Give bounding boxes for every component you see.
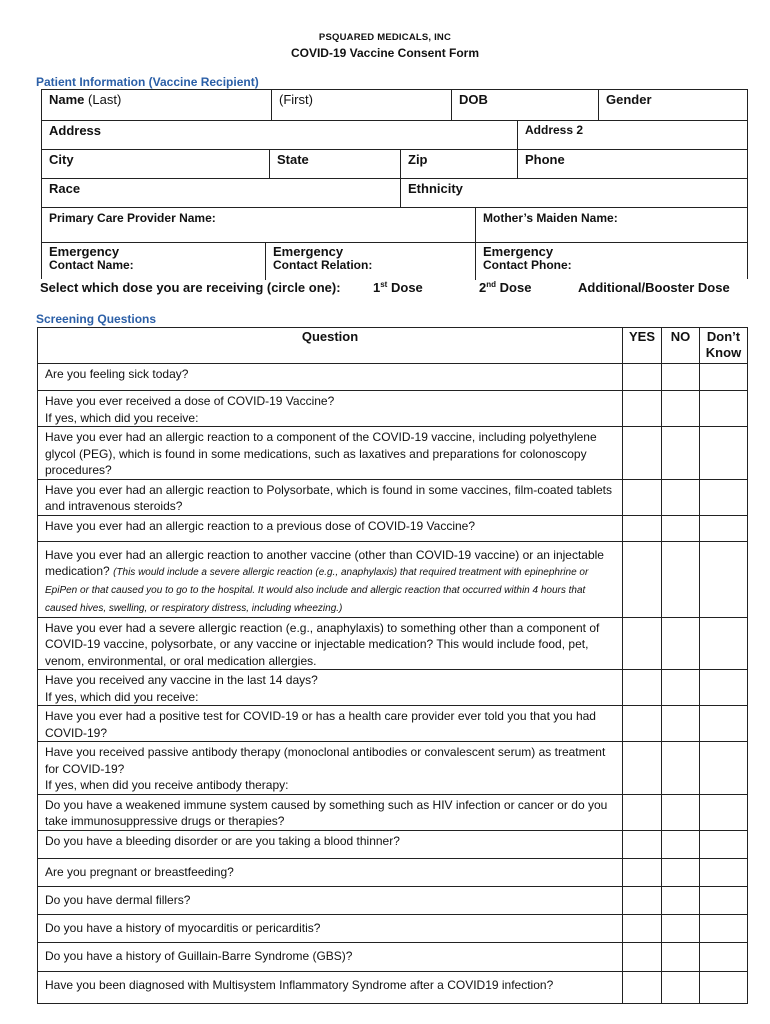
yes-cell[interactable] (623, 515, 662, 541)
state-label: State (277, 152, 309, 167)
yes-cell[interactable] (623, 742, 662, 795)
no-cell[interactable] (662, 794, 700, 830)
yes-cell[interactable] (623, 971, 662, 1003)
no-cell[interactable] (662, 858, 700, 886)
table-row (38, 617, 748, 670)
address2-label: Address 2 (525, 123, 584, 137)
dont-know-cell[interactable] (700, 858, 748, 886)
maiden-label: Mother’s Maiden Name: (483, 211, 618, 225)
table-row (38, 886, 748, 914)
patient-info-heading: Patient Information (Vaccine Recipient) (36, 75, 259, 89)
no-cell[interactable] (662, 479, 700, 515)
contact-phone-label: Contact Phone: (483, 258, 572, 272)
dont-know-cell[interactable] (700, 541, 748, 617)
table-row (38, 742, 748, 795)
no-cell[interactable] (662, 391, 700, 427)
dob-label: DOB (459, 92, 488, 107)
table-row (38, 971, 748, 1003)
dont-know-cell[interactable] (700, 391, 748, 427)
question-text: Have you ever had an allergic reaction to Polysorbate, which is found in some vaccines, film-coated tablets and intravenous steroids? (38, 479, 623, 515)
screening-table (37, 327, 748, 1004)
table-row (38, 364, 748, 391)
yes-cell[interactable] (623, 914, 662, 942)
table-row (38, 830, 748, 858)
question-text: Have you ever had a positive test for COVID-19 or has a health care provider ever told you that you had COVID-19? (38, 706, 623, 742)
dont-know-cell[interactable] (700, 886, 748, 914)
address-label: Address (49, 123, 102, 138)
question-text: Are you feeling sick today? (38, 364, 623, 391)
dob-field[interactable] (451, 90, 598, 121)
yes-cell[interactable] (623, 427, 662, 480)
no-cell[interactable] (662, 670, 700, 706)
no-cell[interactable] (662, 742, 700, 795)
no-cell[interactable] (662, 617, 700, 670)
contact-relation-label: Contact Relation: (273, 258, 373, 272)
yes-cell[interactable] (623, 541, 662, 617)
dont-know-cell[interactable] (700, 479, 748, 515)
ethnicity-label: Ethnicity (408, 181, 463, 196)
no-cell[interactable] (662, 706, 700, 742)
table-row (38, 706, 748, 742)
address2-field[interactable] (517, 121, 747, 150)
dont-know-cell[interactable] (700, 670, 748, 706)
question-text: Do you have a history of Guillain-Barre Syndrome (GBS)? (38, 942, 623, 971)
yes-cell[interactable] (623, 706, 662, 742)
question-text: Have you received passive antibody therapy (monoclonal antibodies or convalescent serum) as treatment for COVID-19? If yes, when did you receive antibody therapy: (38, 742, 623, 795)
ethnicity-field[interactable] (400, 179, 747, 208)
yes-cell[interactable] (623, 670, 662, 706)
dont-know-cell[interactable] (700, 617, 748, 670)
table-row (38, 670, 748, 706)
question-text: Have you ever had an allergic reaction to a previous dose of COVID-19 Vaccine? (38, 515, 623, 541)
pcp-field[interactable] (42, 208, 475, 243)
form-title: COVID-19 Vaccine Consent Form (290, 46, 480, 60)
race-label: Race (49, 181, 81, 196)
dont-know-cell[interactable] (700, 942, 748, 971)
first-dose-option[interactable]: 1st Dose (373, 280, 423, 295)
table-row (38, 479, 748, 515)
race-field[interactable] (42, 179, 400, 208)
question-text: Have you ever had an allergic reaction to another vaccine (other than COVID-19 vaccine) or an injectable medication? (This would include a severe allergic reaction (e.g., anaphylaxis) that required treatment with epinephrine or EpiPen or that caused you to go to the hospital. It would also include and allergic reaction that occurred within 4 hours that caused hives, swelling, or respiratory distress, including wheezing.) (38, 541, 623, 617)
emergency-label: Emergency (483, 244, 554, 259)
pi-row-emergency (42, 242, 747, 280)
question-text: Have you ever received a dose of COVID-19 Vaccine? If yes, which did you receive: (38, 391, 623, 427)
pi-row-city (42, 149, 747, 179)
emergency-label: Emergency (49, 244, 120, 259)
company-name: PSQUARED MEDICALS, INC (318, 32, 452, 43)
maiden-name-field[interactable] (475, 208, 747, 243)
patient-info-grid (41, 89, 748, 279)
dont-know-cell[interactable] (700, 914, 748, 942)
no-cell[interactable] (662, 971, 700, 1003)
table-row (38, 427, 748, 480)
dont-know-cell[interactable] (700, 427, 748, 480)
question-text: Do you have a history of myocarditis or pericarditis? (38, 914, 623, 942)
yes-cell[interactable] (623, 794, 662, 830)
question-text: Have you ever had an allergic reaction to a component of the COVID-19 vaccine, including polyethylene glycol (PEG), which is found in some medications, such as laxatives and preparations for colonoscopy procedures? (38, 427, 623, 480)
first-label: (First) (279, 92, 313, 107)
dont-know-cell[interactable] (700, 794, 748, 830)
yes-cell[interactable] (623, 830, 662, 858)
no-cell[interactable] (662, 515, 700, 541)
contact-relation-field[interactable] (265, 243, 475, 280)
contact-name-field[interactable] (42, 243, 265, 280)
first-name-field[interactable] (271, 90, 451, 121)
question-text: Do you have dermal fillers? (38, 886, 623, 914)
contact-phone-field[interactable] (475, 243, 747, 280)
table-row (38, 914, 748, 942)
yes-cell[interactable] (623, 391, 662, 427)
table-row (38, 942, 748, 971)
no-cell[interactable] (662, 942, 700, 971)
dont-know-cell[interactable] (700, 971, 748, 1003)
no-cell[interactable] (662, 914, 700, 942)
gender-field[interactable] (598, 90, 747, 121)
pi-row-provider (42, 207, 747, 243)
no-column-header: NO (662, 328, 700, 364)
question-text: Do you have a bleeding disorder or are you taking a blood thinner? (38, 830, 623, 858)
yes-cell[interactable] (623, 617, 662, 670)
question-text: Have you received any vaccine in the last 14 days? If yes, which did you receive: (38, 670, 623, 706)
question-text: Have you been diagnosed with Multisystem Inflammatory Syndrome after a COVID19 infection? (38, 971, 623, 1003)
yes-cell[interactable] (623, 364, 662, 391)
dont-know-column-header: Don’t Know (700, 328, 748, 364)
table-row (38, 794, 748, 830)
dose-prompt: Select which dose you are receiving (circle one): (40, 280, 341, 295)
contact-name-label: Contact Name: (49, 258, 134, 272)
booster-dose-option[interactable]: Additional/Booster Dose (578, 280, 730, 295)
dont-know-cell[interactable] (700, 742, 748, 795)
table-row (38, 515, 748, 541)
city-field[interactable] (42, 150, 269, 179)
table-row (38, 541, 748, 617)
emergency-label: Emergency (273, 244, 344, 259)
phone-label: Phone (525, 152, 565, 167)
dont-know-cell[interactable] (700, 830, 748, 858)
no-cell[interactable] (662, 427, 700, 480)
pi-row-race (42, 178, 747, 208)
last-name-field[interactable] (42, 90, 271, 121)
question-column-header: Question (38, 328, 623, 364)
yes-cell[interactable] (623, 942, 662, 971)
yes-cell[interactable] (623, 886, 662, 914)
second-dose-option[interactable]: 2nd Dose (479, 280, 532, 295)
yes-cell[interactable] (623, 479, 662, 515)
state-field[interactable] (269, 150, 400, 179)
question-text: Do you have a weakened immune system caused by something such as HIV infection or cancer or do you take immunosuppressive drugs or therapies? (38, 794, 623, 830)
pi-row-name (42, 89, 747, 121)
no-cell[interactable] (662, 830, 700, 858)
table-row (38, 858, 748, 886)
no-cell[interactable] (662, 541, 700, 617)
last-label: (Last) (88, 92, 122, 107)
pi-row-address (42, 120, 747, 150)
dont-know-cell[interactable] (700, 515, 748, 541)
zip-field[interactable] (400, 150, 517, 179)
gender-label: Gender (606, 92, 652, 107)
table-header-row (38, 328, 748, 364)
screening-heading: Screening Questions (36, 312, 157, 326)
yes-cell[interactable] (623, 858, 662, 886)
dont-know-cell[interactable] (700, 706, 748, 742)
question-text: Are you pregnant or breastfeeding? (38, 858, 623, 886)
table-row (38, 391, 748, 427)
no-cell[interactable] (662, 886, 700, 914)
name-label: Name (49, 92, 85, 107)
dose-selection (40, 280, 750, 296)
pcp-label: Primary Care Provider Name: (49, 211, 216, 225)
yes-column-header: YES (623, 328, 662, 364)
question-text: Have you ever had a severe allergic reaction (e.g., anaphylaxis) to something other than a component of COVID-19 vaccine, polysorbate, or any vaccine or injectable medication? This would include food, pet, venom, environmental, or oral medication allergies. (38, 617, 623, 670)
address-field[interactable] (42, 121, 517, 150)
city-label: City (49, 152, 74, 167)
dont-know-cell[interactable] (700, 364, 748, 391)
phone-field[interactable] (517, 150, 747, 179)
no-cell[interactable] (662, 364, 700, 391)
zip-label: Zip (408, 152, 428, 167)
